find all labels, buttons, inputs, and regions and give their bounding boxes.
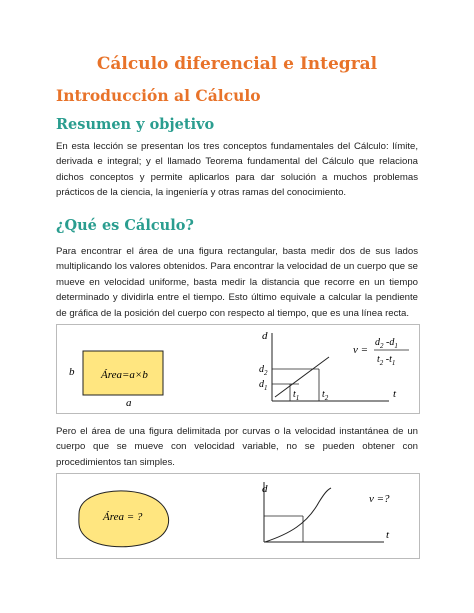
figure-curved-area-and-velocity: [56, 473, 420, 559]
curves-paragraph: Pero el área de una figura delimitada por curvas o la velocidad instantánea de un cuerpo que se mueve con velocidad variable, no se pueden obtener con procedimientos tan simples.: [56, 426, 418, 468]
side-b-label: b: [69, 366, 75, 378]
d-axis-label: d: [262, 483, 268, 495]
section-heading: Introducción al Cálculo: [56, 86, 261, 105]
t2-label: $t_2$: [322, 389, 329, 402]
summary-paragraph: En esta lección se presentan los tres conceptos fundamentales del Cálculo: límite, derivada e integral; y el llamado Teorema fundamental del Cálculo que relaciona dichos conceptos y permite aplicarlos para dar solución a muchos problemas prácticos de la ciencia, la ingeniería y otras ramas del conocimiento.: [56, 141, 418, 199]
d-axis-label: d: [262, 330, 268, 342]
t-axis-label: t: [393, 388, 397, 400]
subsection-heading-what-is-calculus: ¿Qué es Cálculo?: [56, 217, 194, 234]
velocity-v-label: v =: [353, 344, 369, 356]
position-curve: [265, 488, 331, 542]
rectangle-area-label: Área=a×b: [101, 369, 148, 381]
d1-label: $d_1$: [259, 379, 268, 392]
position-line: [275, 357, 329, 397]
subsection-heading-summary: Resumen y objetivo: [56, 116, 215, 133]
figure-1-svg: [57, 325, 419, 413]
calculus-paragraph: Para encontrar el área de una figura rectangular, basta medir dos de sus lados multiplicando los valores obtenidos. Para encontrar la velocidad de un cuerpo que se mueve en velocidad uniforme, basta medir la distancia que recorre en un tiempo determinado y dividirla entre el tiempo. Esto último equivale a calcular la pendiente de gráfica de la posición del cuerpo con respecto al tiempo, que es una línea recta.: [56, 246, 418, 319]
velocity-unknown-label: v =?: [369, 493, 390, 505]
d2-label: $d_2$: [259, 364, 268, 377]
figure-rectangle-and-velocity: [56, 324, 420, 414]
side-a-label: a: [126, 397, 132, 409]
document-title: Cálculo diferencial e Integral: [96, 54, 378, 74]
formula-denominator: $t_2$ $-t_1$: [377, 354, 396, 367]
blob-area-label: Área = ?: [103, 511, 143, 523]
formula-numerator: $d_2$ $-d_1$: [375, 337, 398, 350]
t-axis-label: t: [386, 529, 390, 541]
t1-label: $t_1$: [293, 389, 300, 402]
figure-2-svg: [57, 474, 419, 558]
